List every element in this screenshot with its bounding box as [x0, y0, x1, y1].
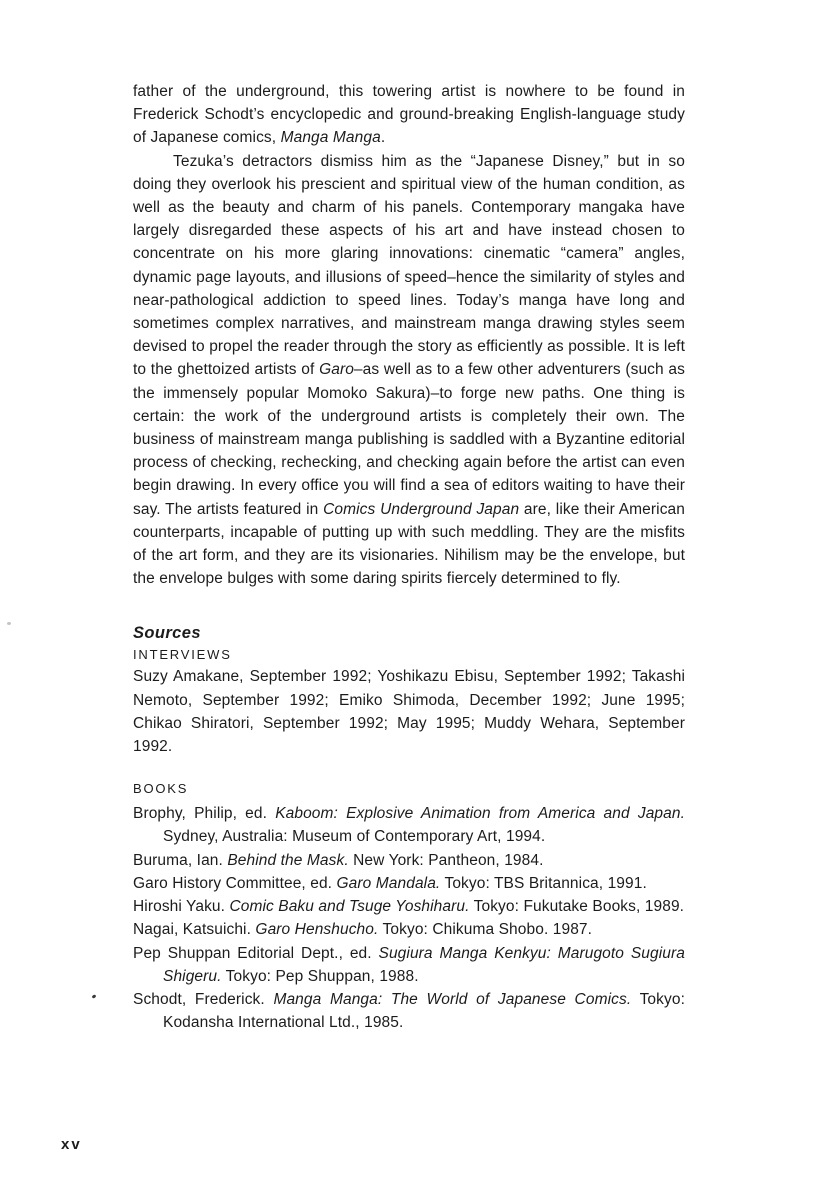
- italic-text-segment: Comic Baku and Tsuge Yoshiharu.: [229, 898, 470, 916]
- text-segment: father of the underground, this towering artist is nowhere to be found in Frederick Schodt’s encyclopedic and ground-breaking English-language study of Japanese comics,: [133, 83, 685, 147]
- scan-speck: [7, 622, 11, 625]
- text-segment: –as well as to a few other adventurers (such as the immensely popular Momoko Sakura)–to forge new paths. One thing is certain: the work of the underground artists is completely their own. The business of mainstream manga publishing is saddled with a Byzantine editorial process of checking, rechecking, and checking again before the artist can even begin drawing. In every office you will find a sea of editors waiting to have their say. The artists featured in: [133, 361, 686, 518]
- italic-text-segment: Sugiura Manga Kenkyu: Marugoto Sugiura Shigeru.: [163, 944, 685, 985]
- book-list: [133, 802, 685, 1034]
- italic-text-segment: Manga Manga: [280, 129, 381, 147]
- text-segment: Sydney, Australia: Museum of Contemporary Art, 1994.: [163, 828, 546, 846]
- text-segment: Nagai, Katsuichi.: [133, 921, 256, 939]
- italic-text-segment: Kaboom: Explosive Animation from America and Japan.: [275, 805, 685, 823]
- book-entry: [133, 918, 685, 941]
- text-segment: New York: Pantheon, 1984.: [348, 851, 544, 869]
- text-segment: Tokyo: TBS Britannica, 1991.: [440, 874, 647, 892]
- books-label: BOOKS: [133, 781, 189, 797]
- interviews-label: INTERVIEWS: [133, 647, 232, 663]
- italic-text-segment: Manga Manga: The World of Japanese Comics.: [273, 990, 632, 1008]
- text-segment: Pep Shuppan Editorial Dept., ed.: [133, 944, 379, 962]
- sources-heading: Sources: [133, 624, 201, 643]
- text-segment: Tokyo: Chikuma Shobo. 1987.: [378, 921, 593, 939]
- page-number: xv: [61, 1136, 82, 1153]
- text-segment: Hiroshi Yaku.: [133, 898, 230, 916]
- italic-text-segment: Garo Henshucho.: [255, 921, 379, 939]
- scan-speck: [92, 994, 97, 999]
- text-segment: Tokyo: Kodansha International Ltd., 1985.: [163, 990, 685, 1032]
- text-segment: Garo History Committee, ed.: [133, 874, 337, 892]
- book-entry: [133, 872, 685, 895]
- book-entry: [133, 942, 685, 988]
- text-segment: Tokyo: Fukutake Books, 1989.: [469, 898, 685, 916]
- italic-text-segment: Comics Underground Japan: [323, 500, 520, 518]
- text-segment: .: [380, 129, 386, 147]
- book-entry: [133, 988, 685, 1034]
- book-entry: [133, 802, 685, 848]
- text-segment: Brophy, Philip, ed.: [133, 805, 276, 823]
- text-segment: Schodt, Frederick.: [133, 990, 274, 1008]
- book-entry: [133, 895, 685, 918]
- text-column: [133, 80, 685, 1034]
- text-segment: Tokyo: Pep Shuppan, 1988.: [221, 967, 419, 985]
- text-segment: Buruma, Ian.: [133, 851, 228, 869]
- text-segment: Tezuka’s detractors dismiss him as the “Japanese Disney,” but in so doing they overlook his prescient and spiritual view of the human condition, as well as the beauty and charm of his panels. Contemporary mangaka have largely disregarded these aspects of his art and have instead chosen to concentrate on his more glaring innovations: cinematic “camera” angles, dynamic page layouts, and illusions of speed–hence the similarity of styles and near-pathological addiction to speed lines. Today’s manga have long and sometimes complex narratives, and mainstream manga drawing styles seem devised to propel the reader through the story as efficiently as possible. It is left to the ghettoized artists of: [133, 152, 685, 379]
- book-entry: [133, 849, 685, 872]
- italic-text-segment: Behind the Mask.: [227, 851, 349, 869]
- italic-text-segment: Garo Mandala.: [336, 874, 441, 892]
- interviews-text: Suzy Amakane, September 1992; Yoshikazu Ebisu, September 1992; Takashi Nemoto, September 1992; Emiko Shimoda, December 1992; June 1995; Chikao Shiratori, September 1992; May 1995; Muddy Wehara, September 1992.: [133, 668, 685, 756]
- body-paragraph: [133, 150, 685, 591]
- italic-text-segment: Garo: [319, 361, 354, 379]
- text-segment: are, like their American counterparts, incapable of putting up with such meddling. They are the misfits of the art form, and they are its visionaries. Nihilism may be the envelope, but the envelope bulges with some daring spirits fiercely determined to fly.: [133, 500, 685, 588]
- body-paragraph-continuation: [133, 80, 685, 150]
